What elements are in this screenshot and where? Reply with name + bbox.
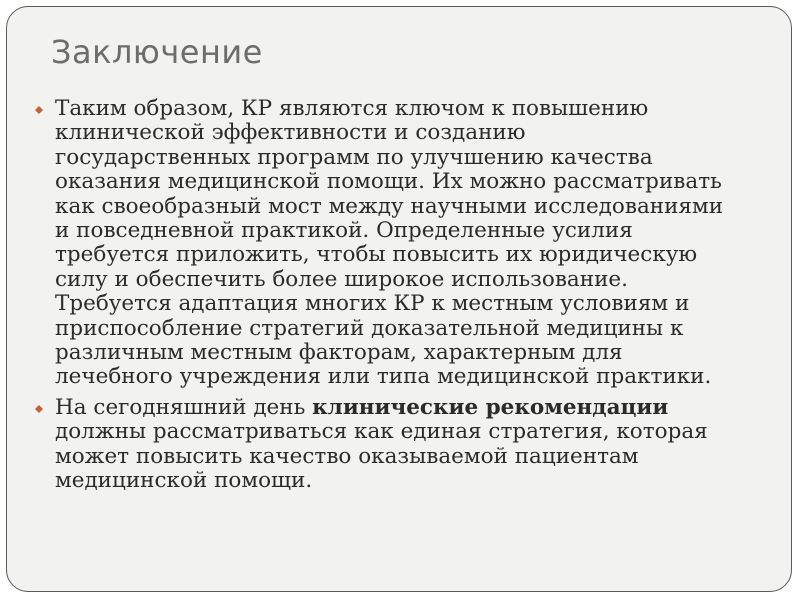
bullet-icon [35,106,43,114]
bullet-text-emphasis: клинические рекомендации [312,394,669,420]
bullet-icon [35,405,43,413]
bullet-item-conclusion [35,97,725,390]
slide [6,6,792,592]
bullet-text: Таким образом, КР являются ключом к повышению клинической эффективности и созданию государственных программ по улучшению качества оказания медицинской помощи. Их можно рассматривать как своеобразный мост между научными исследованиями и повседневной практикой. Определенные усилия требуется приложить, чтобы повысить их юридическую силу и обеспечить более широкое использование. Требуется адаптация многих КР к местным условиям и приспособление стратегий доказательной медицины к различным местным факторам, характерным для лечебного учреждения или типа медицинской практики. [55,96,724,390]
bullet-item-recommendations [35,396,725,494]
bullet-list [35,97,725,500]
slide-title: Заключение [51,33,263,71]
bullet-text-lead: На сегодняшний день [55,394,313,420]
bullet-text-tail: должны рассматриваться как единая стратегия, которая может повысить качество оказываемой пациентам медицинской помощи. [55,419,708,494]
